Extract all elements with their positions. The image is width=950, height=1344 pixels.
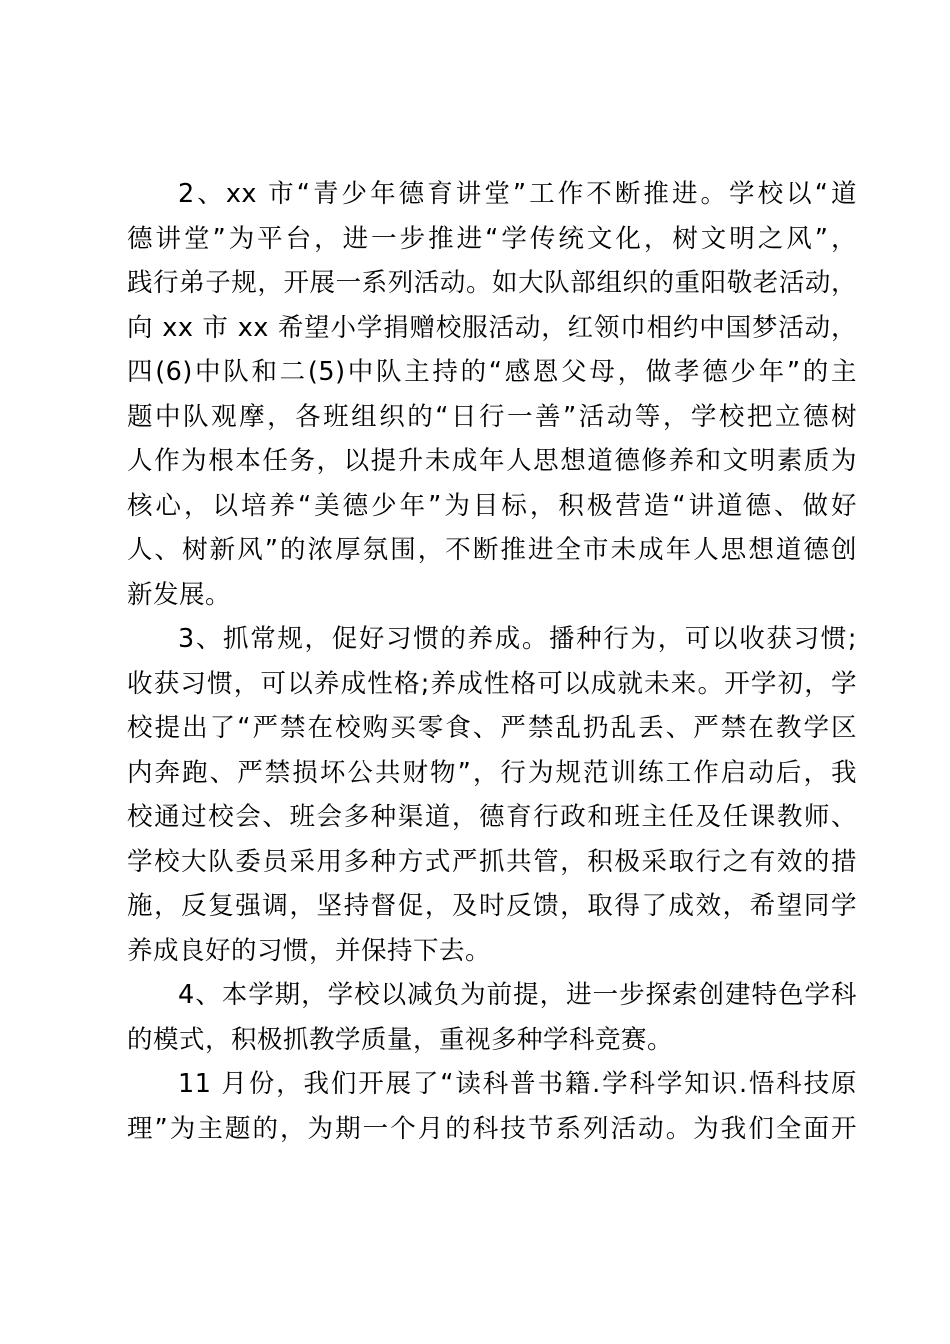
paragraph-science-festival [127, 1062, 857, 1151]
text-line: 养成良好的习惯，并保持下去。 [127, 935, 492, 966]
text-line: 收获习惯，可以养成性格;养成性格可以成就未来。开学初，学 [127, 668, 857, 699]
text-line: 4、本学期，学校以减负为前提，进一步探索创建特色学科 [178, 980, 857, 1010]
text-line: 校通过校会、班会多种渠道，德育行政和班主任及任课教师、 [127, 802, 857, 832]
text-line: 人作为根本任务，以提升未成年人思想道德修养和文明素质为 [127, 446, 857, 476]
text-line: 的模式，积极抓教学质量，重视多种学科竞赛。 [127, 1024, 674, 1055]
text-line: 人、树新风”的浓厚氛围，不断推进全市未成年人思想道德创 [127, 535, 857, 565]
text-line: 理”为主题的，为期一个月的科技节系列活动。为我们全面开 [127, 1113, 857, 1144]
paragraph-moral-lecture [127, 172, 857, 617]
text-line: 校提出了“严禁在校购买零食、严禁乱扔乱丢、严禁在教学区 [127, 713, 857, 743]
text-line: 题中队观摩，各班组织的“日行一善”活动等，学校把立德树 [127, 401, 857, 432]
text-line: 新发展。 [127, 579, 232, 610]
text-line: 向 xx 市 xx 希望小学捐赠校服活动，红领巾相约中国梦活动， [127, 312, 857, 343]
text-line: 德讲堂”为平台，进一步推进“学传统文化，树文明之风”， [127, 223, 857, 254]
text-line: 四(6)中队和二(5)中队主持的“感恩父母，做孝德少年”的主 [127, 357, 857, 387]
paragraph-teaching-quality [127, 973, 857, 1062]
paragraph-habits [127, 617, 857, 973]
text-line: 2、xx 市“青少年德育讲堂”工作不断推进。学校以“道 [178, 179, 857, 209]
text-line: 学校大队委员采用多种方式严抓共管，积极采取行之有效的措 [127, 846, 857, 877]
text-line: 3、抓常规，促好习惯的养成。播种行为，可以收获习惯; [178, 624, 857, 654]
text-line: 11 月份，我们开展了“读科普书籍.学科学知识.悟科技原 [178, 1069, 857, 1099]
text-line: 内奔跑、严禁损坏公共财物”，行为规范训练工作启动后，我 [127, 757, 857, 788]
text-line: 践行弟子规，开展一系列活动。如大队部组织的重阳敬老活动， [127, 268, 857, 298]
text-line: 施，反复强调，坚持督促，及时反馈，取得了成效，希望同学 [127, 891, 857, 921]
text-line: 核心，以培养“美德少年”为目标，积极营造“讲道德、做好 [127, 490, 857, 521]
document-body [127, 172, 857, 1151]
